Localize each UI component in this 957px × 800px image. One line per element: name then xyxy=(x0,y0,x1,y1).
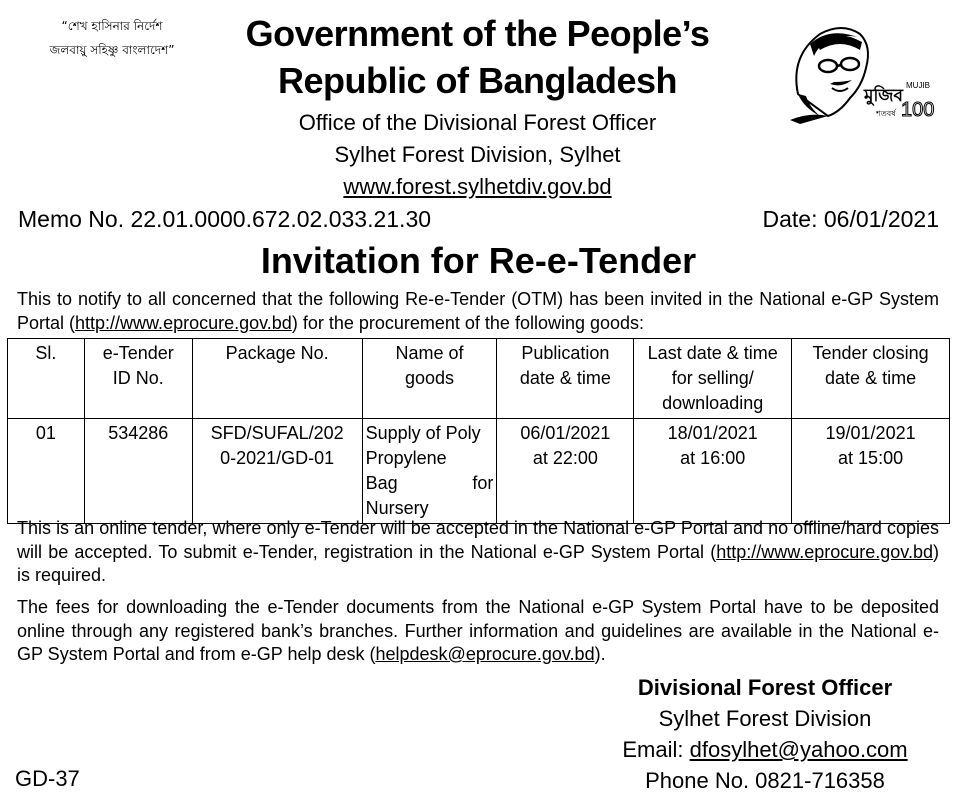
cell-last-date: 18/01/2021 at 16:00 xyxy=(634,419,792,524)
signature-division: Sylhet Forest Division xyxy=(658,706,872,731)
header-publication: Publication date & time xyxy=(497,339,634,419)
office-name: Office of the Divisional Forest Officer xyxy=(298,110,657,135)
fees-text: The fees for downloading the e-Tender documents from the National e-GP System Portal have to be deposited online through any registered bank’s branches. Further information and guidelines are available in the National e-GP System Portal and from e-GP help desk ( xyxy=(17,597,939,664)
cell-publication: 06/01/2021 at 22:00 xyxy=(497,419,634,524)
helpdesk-email-link[interactable]: helpdesk@eprocure.gov.bd xyxy=(375,644,595,664)
header-package: Package No. xyxy=(192,339,362,419)
memo-number: Memo No. 22.01.0000.672.02.033.21.30 xyxy=(18,206,432,232)
logo-bangla-text: মুজিব xyxy=(864,86,903,106)
officer-email-link[interactable]: dfosylhet@yahoo.com xyxy=(689,737,908,762)
online-text-end: ) is required. xyxy=(17,541,939,585)
intro-text: This to notify to all concerned that the following Re-e-Tender (OTM) has been invited in the National e-GP System Portal ( xyxy=(17,289,939,333)
government-title-line-1: Government of the People’s xyxy=(245,13,710,54)
fees-text-end: ). xyxy=(594,644,606,664)
eprocure-link[interactable]: http://www.eprocure.gov.bd xyxy=(75,312,292,333)
government-title-line-2: Republic of Bangladesh xyxy=(277,60,678,101)
eprocure-link-2[interactable]: http://www.eprocure.gov.bd xyxy=(716,541,933,562)
logo-bangla-subtext: শতবর্ষ xyxy=(876,109,896,118)
slogan-line-1: “শেখ হাসিনার নির্দেশ xyxy=(61,19,163,33)
memo-date: Date: 06/01/2021 xyxy=(762,206,939,232)
division-name: Sylhet Forest Division, Sylhet xyxy=(334,142,621,167)
cell-tender-id: 534286 xyxy=(84,419,192,524)
intro-paragraph xyxy=(17,288,939,335)
gd-code: GD-37 xyxy=(15,766,80,791)
office-block xyxy=(210,107,745,203)
online-tender-paragraph xyxy=(17,517,939,588)
email-label: Email: xyxy=(622,737,690,762)
slogan-line-2: জলবায়ু সহিষ্ণু বাংলাদেশ” xyxy=(49,43,175,57)
header-sl: Sl. xyxy=(8,339,85,419)
table-row xyxy=(8,419,950,524)
notice-title: Invitation for Re-e-Tender xyxy=(260,240,697,281)
header-tender-id: e-Tender ID No. xyxy=(84,339,192,419)
header-closing: Tender closing date & time xyxy=(792,339,950,419)
table-header-row xyxy=(8,339,950,419)
online-text: This is an online tender, where only e-Tender will be accepted in the National e-GP Portal and no offline/hard copies will be accepted. To submit e-Tender, registration in the National e-GP System Portal ( xyxy=(17,518,939,562)
logo-number: 100 xyxy=(901,99,935,121)
cell-sl: 01 xyxy=(8,419,85,524)
logo-english-text: MUJIB xyxy=(906,81,930,90)
fees-paragraph xyxy=(17,596,939,667)
signature-block xyxy=(600,672,930,796)
government-title xyxy=(210,10,745,104)
mujib-100-portrait-logo-icon xyxy=(780,16,935,126)
phone-number: Phone No. 0821-716358 xyxy=(645,768,885,793)
signature-title: Divisional Forest Officer xyxy=(637,675,893,700)
cell-goods: Supply of Poly Propylene Bag for Nursery xyxy=(362,419,497,524)
website-link[interactable]: www.forest.sylhetdiv.gov.bd xyxy=(343,174,612,199)
cell-closing: 19/01/2021 at 15:00 xyxy=(792,419,950,524)
tender-table xyxy=(7,338,950,524)
intro-text-end: ) for the procurement of the following goods: xyxy=(291,312,645,333)
cell-package: SFD/SUFAL/202 0-2021/GD-01 xyxy=(192,419,362,524)
slogan xyxy=(22,14,202,62)
header-last-date: Last date & time for selling/ downloading xyxy=(634,339,792,419)
header-goods: Name of goods xyxy=(362,339,497,419)
